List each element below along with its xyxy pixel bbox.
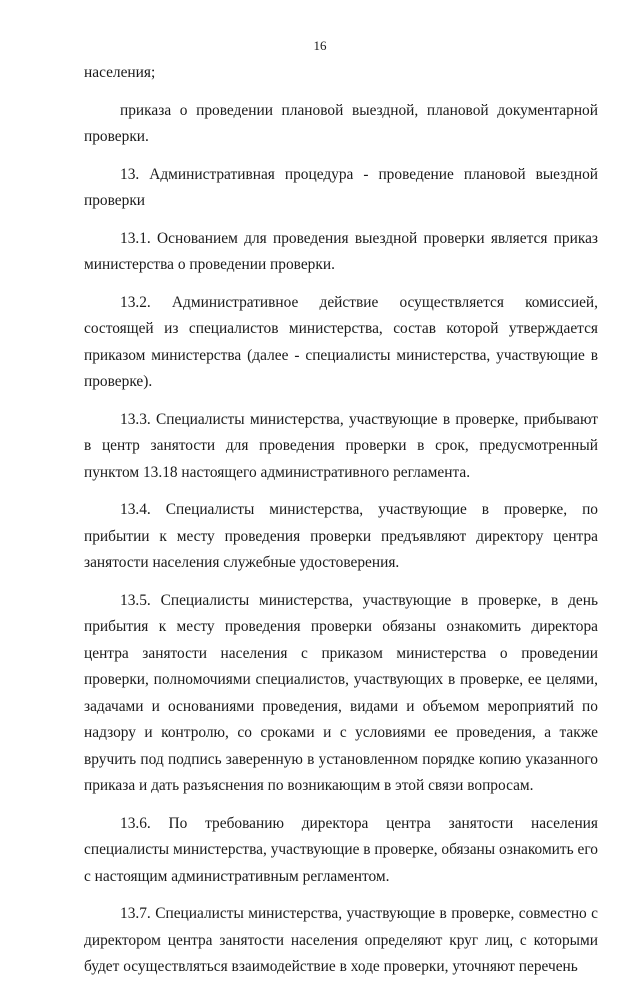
page-number: 16 — [313, 38, 327, 53]
paragraph-13-3: 13.3. Специалисты министерства, участвующие в проверке, прибывают в центр занятости для проведения проверки в срок, предусмотренный пунктом 13.18 настоящего административного регламента. — [84, 410, 598, 481]
paragraph-13-1: 13.1. Основанием для проведения выездной проверки является приказ министерства о проведении проверки. — [84, 229, 598, 273]
paragraph-order-item: приказа о проведении плановой выездной, плановой документарной проверки. — [84, 101, 598, 145]
paragraph-13-6: 13.6. По требованию директора центра занятости населения специалисты министерства, участвующие в проверке, обязаны ознакомить его с настоящим административным регламентом. — [84, 814, 598, 885]
paragraph-13-5: 13.5. Специалисты министерства, участвующие в проверке, в день прибытия к месту проведения проверки обязаны ознакомить директора центра занятости населения с приказом министерства о проведении проверки, полномочиями специалистов, участвующих в проверке, ее целями, задачами и основаниями проведения, видами и объемом мероприятий по надзору и контролю, со сроками и с условиями ее проведения, а также вручить под подпись заверенную в установленном порядке копию указанного приказа и дать разъяснения по возникающим в этой связи вопросам. — [84, 591, 598, 794]
paragraph-13-7: 13.7. Специалисты министерства, участвующие в проверке, совместно с директором центра занятости населения определяют круг лиц, с которыми будет осуществляться взаимодействие в ходе проверки, уточняют перечень — [84, 905, 598, 975]
document-body — [84, 60, 598, 992]
section-heading-13: 13. Административная процедура - проведение плановой выездной проверки — [84, 165, 598, 209]
paragraph-13-4: 13.4. Специалисты министерства, участвующие в проверке, по прибытии к месту проведения проверки предъявляют директору центра занятости населения служебные удостоверения. — [84, 501, 598, 571]
paragraph-13-2: 13.2. Административное действие осуществляется комиссией, состоящей из специалистов министерства, состав которой утверждается приказом министерства (далее - специалисты министерства, участвующие в проверке). — [84, 293, 598, 390]
paragraph-continuation: населения; — [84, 64, 156, 81]
